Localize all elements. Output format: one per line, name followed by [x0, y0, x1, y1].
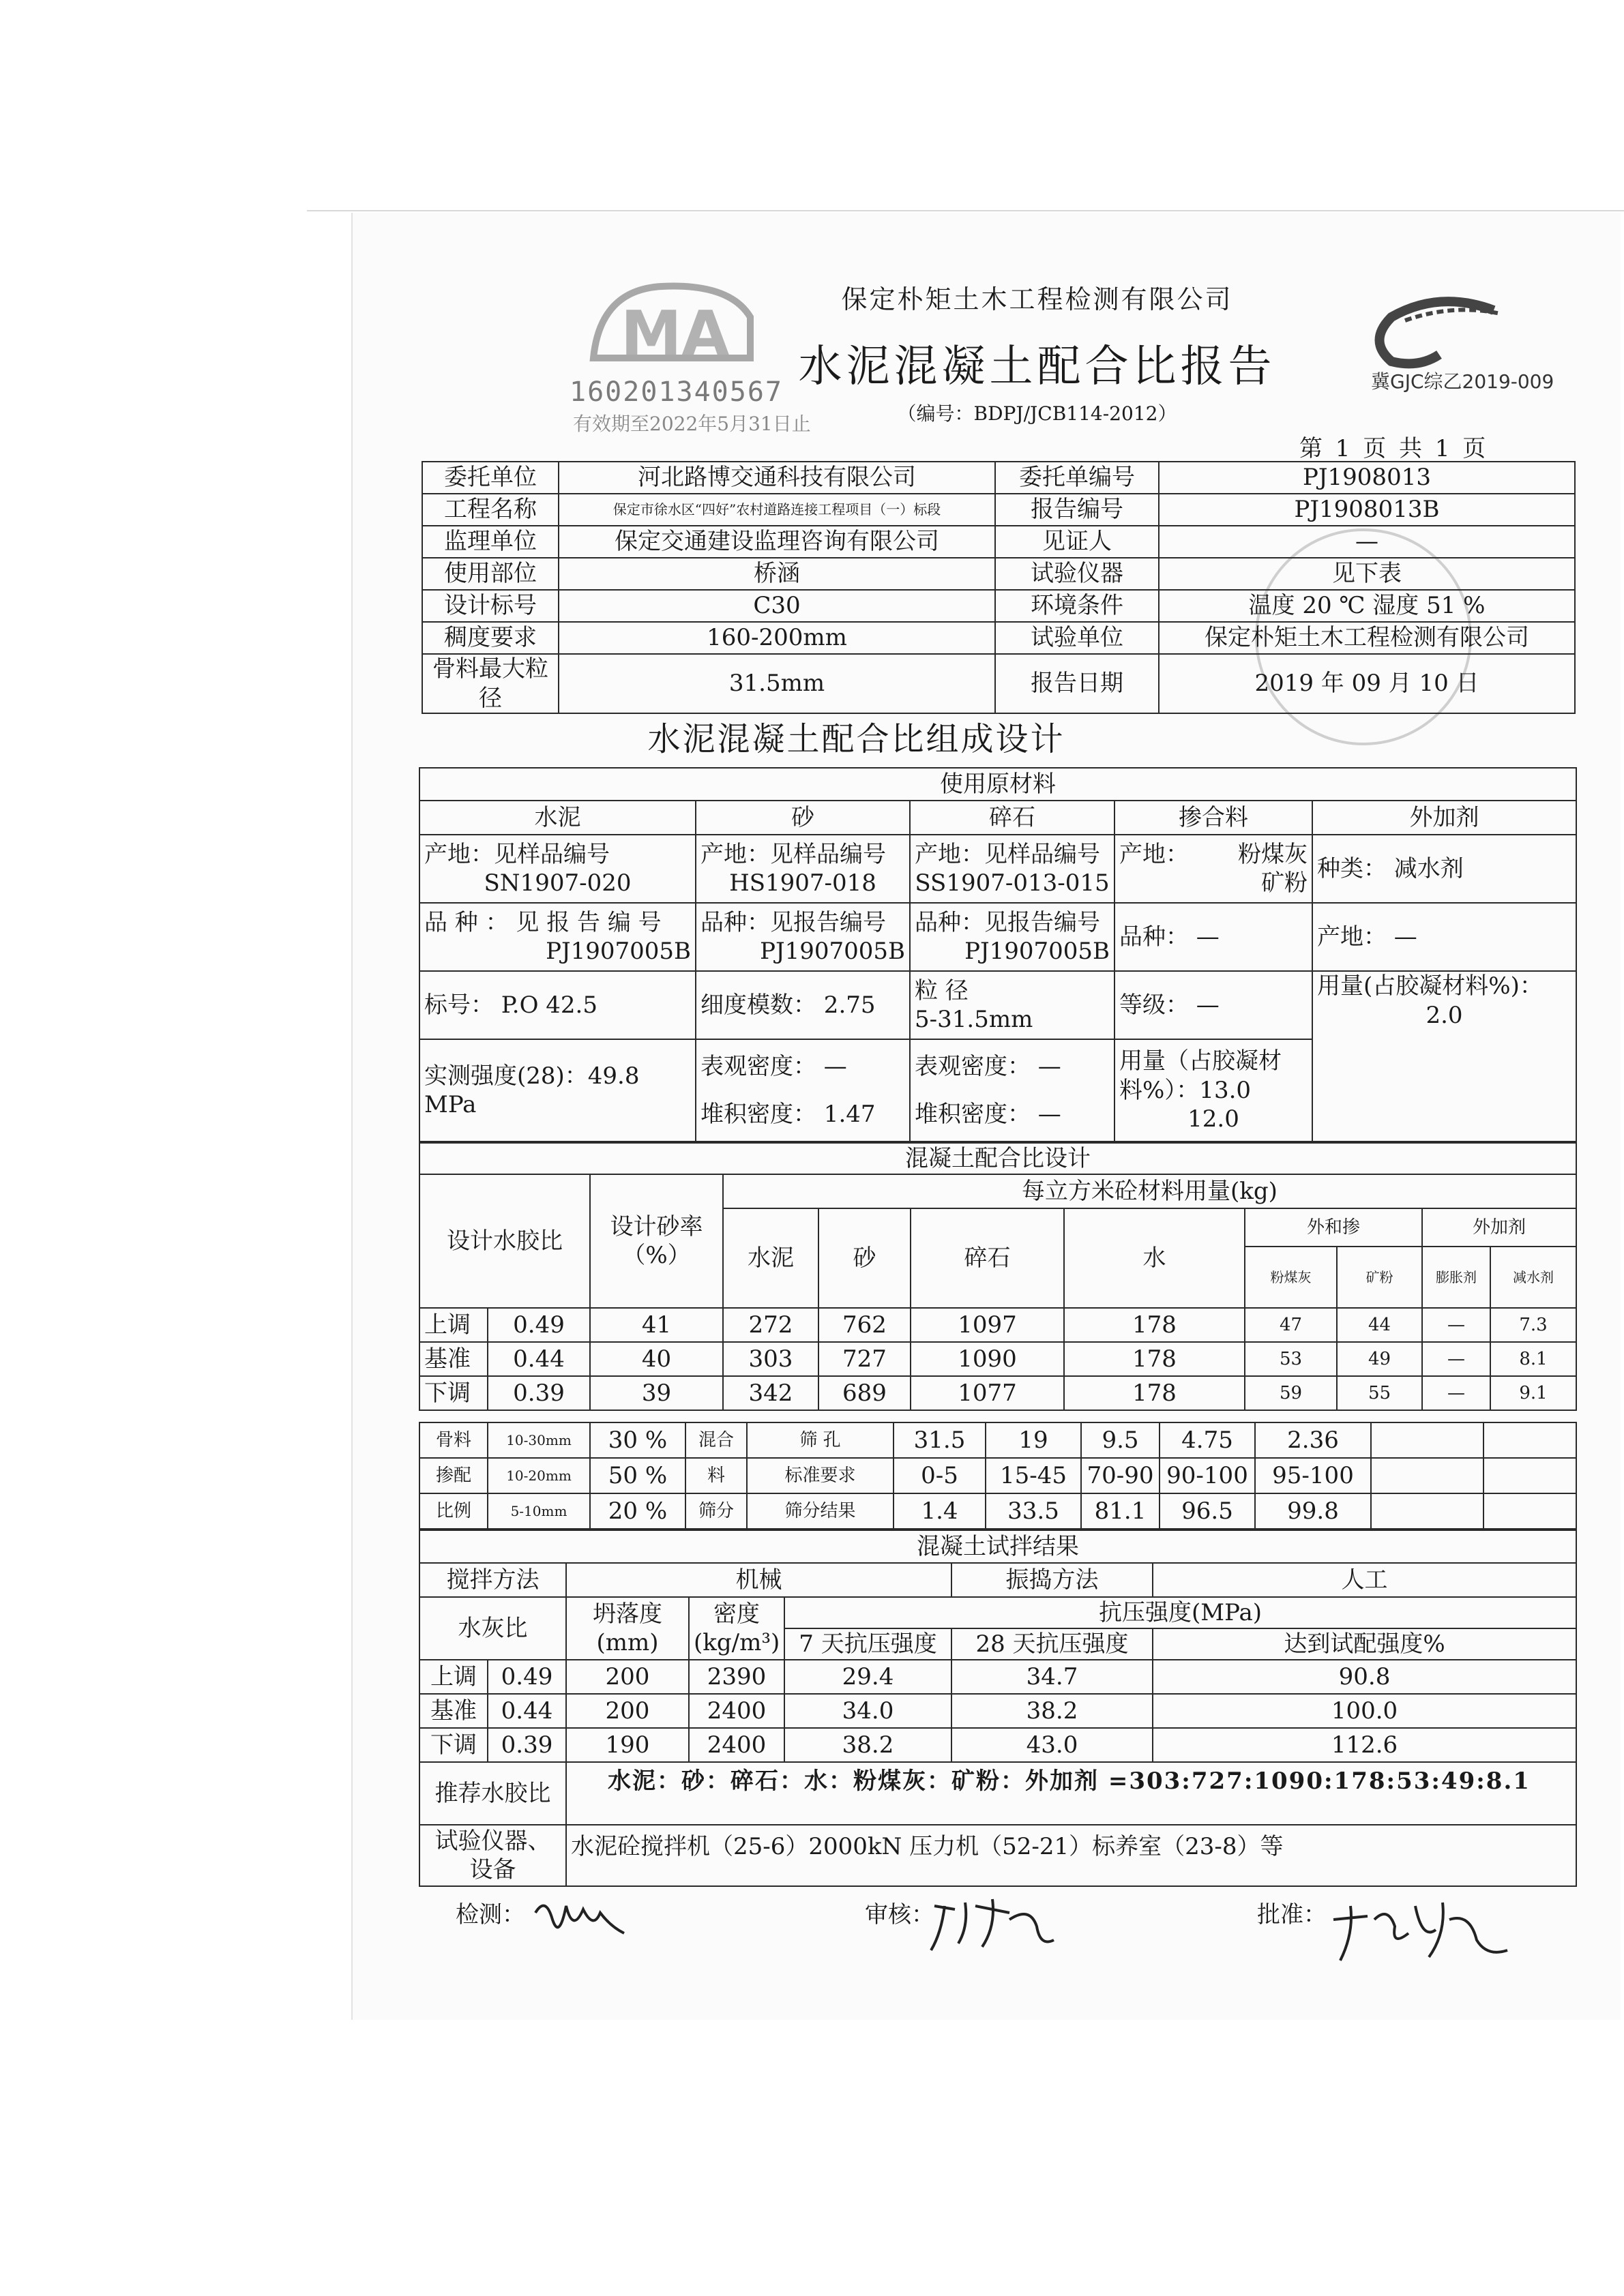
- mix-cell-sr: 40: [590, 1342, 723, 1376]
- col-wc: 水灰比: [419, 1597, 566, 1660]
- approve-label: 批准：: [1257, 1901, 1327, 1928]
- empty-cell: [1483, 1422, 1576, 1458]
- table-row: [419, 1342, 1576, 1376]
- header-value: 保定交通建设监理咨询有限公司: [559, 526, 995, 558]
- mix-cell-sand: 689: [818, 1376, 911, 1410]
- trial-cell-wc: 0.44: [488, 1694, 566, 1728]
- header-value: 160-200mm: [559, 622, 995, 654]
- materials-section-title: 使用原材料: [419, 768, 1576, 801]
- mix-cell-flyash: 59: [1245, 1376, 1337, 1410]
- tester-signature-icon: [532, 1892, 628, 1947]
- header-label: 委托单编号: [995, 462, 1159, 494]
- header-label: 报告日期: [995, 654, 1159, 713]
- col-gravel: 碎石: [911, 1208, 1064, 1308]
- mix-cell-slag: 44: [1337, 1308, 1422, 1342]
- header-value: 见下表: [1159, 558, 1575, 590]
- empty-cell: [1483, 1493, 1576, 1529]
- test-label: 检测：: [456, 1901, 525, 1928]
- sieve-value: 0-5: [894, 1458, 986, 1493]
- trial-cell-s28: 43.0: [951, 1728, 1153, 1762]
- header-value: PJ1908013B: [1159, 494, 1575, 526]
- trial-cell-slump: 190: [566, 1728, 689, 1762]
- mix-cell-reducer: 8.1: [1490, 1342, 1576, 1376]
- header-label: 工程名称: [422, 494, 559, 526]
- sieve-value: 33.5: [986, 1493, 1081, 1529]
- mix-cell-gravel: 1077: [911, 1376, 1064, 1410]
- recommend-label: 推荐水胶比: [419, 1762, 566, 1825]
- admix-origin-value2: 矿粉: [1261, 869, 1308, 897]
- empty-cell: [1371, 1493, 1483, 1529]
- mix-cell-slag: 49: [1337, 1342, 1422, 1376]
- material-header: 外加剂: [1312, 801, 1576, 835]
- gravel-sample: SS1907-013-015: [915, 869, 1110, 897]
- table-row: [419, 1376, 1576, 1410]
- recommend-value: 水泥：砂：碎石：水：粉煤灰：矿粉：外加剂 =303:727:1090:178:53:49:8.1: [566, 1762, 1576, 1825]
- mix-method-value: 机械: [566, 1563, 951, 1597]
- trial-cell-density: 2400: [689, 1694, 784, 1728]
- col-slag: 矿粉: [1337, 1247, 1422, 1308]
- equipment-label: 试验仪器、设备: [419, 1825, 566, 1886]
- trial-cell-s7: 38.2: [784, 1728, 951, 1762]
- col-slump-unit: (mm): [596, 1629, 659, 1656]
- col-density: 密度: [713, 1600, 760, 1628]
- mix-cell-flyash: 47: [1245, 1308, 1337, 1342]
- mix-cell-expand: —: [1422, 1308, 1490, 1342]
- sieve-value: 95-100: [1255, 1458, 1371, 1493]
- mix-cell-reducer: 7.3: [1490, 1308, 1576, 1342]
- sand-bulk-density: 堆积密度： 1.47: [700, 1101, 876, 1128]
- design-section-title: 水泥混凝土配合比组成设计: [647, 720, 1065, 758]
- col-expand: 膨胀剂: [1422, 1247, 1490, 1308]
- mix-cell-sr: 41: [590, 1308, 723, 1342]
- trial-cell-label: 上调: [419, 1660, 488, 1694]
- gravel-size-label: 粒 径: [915, 976, 969, 1004]
- grading-row: [419, 1422, 1576, 1458]
- gravel-variety: 品种：见报告编号: [915, 908, 1100, 936]
- sieve-value: 19: [986, 1422, 1081, 1458]
- gravel-origin: 产地：见样品编号: [915, 840, 1100, 868]
- header-label: 监理单位: [422, 526, 559, 558]
- trial-cell-label: 基准: [419, 1694, 488, 1728]
- trial-cell-s7: 29.4: [784, 1660, 951, 1694]
- header-label: 试验仪器: [995, 558, 1159, 590]
- gravel-variety-no: PJ1907005B: [964, 938, 1110, 965]
- col-design-wb: 设计水胶比: [419, 1174, 590, 1308]
- mix-design-table: [419, 1142, 1577, 1411]
- mix-cell-expand: —: [1422, 1376, 1490, 1410]
- mix-cell-wb: 0.39: [488, 1376, 590, 1410]
- trial-cell-pct: 100.0: [1153, 1694, 1576, 1728]
- material-header: 水泥: [419, 801, 696, 835]
- mix-cell-sr: 39: [590, 1376, 723, 1410]
- col-density-unit: (kg/m³): [694, 1629, 780, 1656]
- header-info-table: [422, 461, 1576, 714]
- vib-method-label: 振捣方法: [951, 1563, 1153, 1597]
- header-value: PJ1908013: [1159, 462, 1575, 494]
- trial-table: [419, 1530, 1577, 1887]
- header-value: 2019 年 09 月 10 日: [1159, 654, 1575, 713]
- fraction-size: 5-10mm: [488, 1493, 590, 1529]
- col-design-sr: 设计砂率（%）: [590, 1174, 723, 1308]
- trial-cell-density: 2400: [689, 1728, 784, 1762]
- sieve-value: 2.36: [1255, 1422, 1371, 1458]
- mix-cell-gravel: 1090: [911, 1342, 1064, 1376]
- sand-origin: 产地：见样品编号: [700, 840, 886, 868]
- header-value: 31.5mm: [559, 654, 995, 713]
- sieve-value: 9.5: [1081, 1422, 1160, 1458]
- header-label: 委托单位: [422, 462, 559, 494]
- material-header: 掺合料: [1114, 801, 1312, 835]
- empty-cell: [1371, 1422, 1483, 1458]
- mix-cell-cement: 342: [723, 1376, 818, 1410]
- additive-dosage-label: 用量(占胶凝材料%)：: [1317, 972, 1543, 1000]
- sand-sample: HS1907-018: [729, 869, 876, 897]
- header-label: 骨料最大粒径: [422, 654, 559, 713]
- col-reducer: 减水剂: [1490, 1247, 1576, 1308]
- table-row: [419, 1660, 1576, 1694]
- additive-origin: 产地： —: [1312, 903, 1576, 971]
- sieve-value: 81.1: [1081, 1493, 1160, 1529]
- grading-label: 比例: [419, 1493, 488, 1529]
- mix-cell-sand: 762: [818, 1308, 911, 1342]
- trial-cell-label: 下调: [419, 1728, 488, 1762]
- gjc-seal-icon: [1364, 293, 1514, 375]
- mix-cell-wb: 0.44: [488, 1342, 590, 1376]
- document-number: （编号：BDPJ/JCB114-2012）: [897, 402, 1177, 425]
- col-additive: 外加剂: [1422, 1208, 1576, 1247]
- admix-origin-value: 粉煤灰: [1238, 840, 1308, 868]
- sieve-row-label: 筛 孔: [747, 1422, 894, 1458]
- col-flyash: 粉煤灰: [1245, 1247, 1337, 1308]
- sieve-label: 混合: [685, 1422, 747, 1458]
- col-7d: 7 天抗压强度: [784, 1628, 951, 1660]
- col-sand: 砂: [818, 1208, 911, 1308]
- mix-cell-water: 178: [1064, 1308, 1245, 1342]
- trial-cell-wc: 0.39: [488, 1728, 566, 1762]
- header-value: 保定朴矩土木工程检测有限公司: [1159, 622, 1575, 654]
- header-value: 温度 20 ℃ 湿度 51 %: [1159, 590, 1575, 622]
- sand-fineness: 细度模数： 2.75: [696, 971, 910, 1039]
- trial-cell-wc: 0.49: [488, 1660, 566, 1694]
- trial-cell-slump: 200: [566, 1660, 689, 1694]
- gravel-bulk-density: 堆积密度： —: [915, 1101, 1061, 1128]
- grading-row: [419, 1458, 1576, 1493]
- sieve-value: 31.5: [894, 1422, 986, 1458]
- mix-cell-water: 178: [1064, 1376, 1245, 1410]
- report-title: 水泥混凝土配合比报告: [798, 342, 1276, 392]
- admix-origin-label: 产地：: [1119, 840, 1189, 868]
- svg-text:MA: MA: [621, 298, 730, 370]
- mix-cell-label: 上调: [419, 1308, 488, 1342]
- header-label: 稠度要求: [422, 622, 559, 654]
- mix-cell-reducer: 9.1: [1490, 1376, 1576, 1410]
- header-value: C30: [559, 590, 995, 622]
- mix-cell-label: 下调: [419, 1376, 488, 1410]
- col-admix: 外和掺: [1245, 1208, 1422, 1247]
- sieve-value: 15-45: [986, 1458, 1081, 1493]
- sieve-row-label: 标准要求: [747, 1458, 894, 1493]
- sand-variety-no: PJ1907005B: [760, 938, 905, 965]
- empty-cell: [1371, 1458, 1483, 1493]
- fraction-pct: 50 %: [590, 1458, 685, 1493]
- sieve-value: 99.8: [1255, 1493, 1371, 1529]
- trial-section-title: 混凝土试拌结果: [419, 1530, 1576, 1563]
- mix-method-label: 搅拌方法: [419, 1563, 566, 1597]
- admix-variety: 品种： —: [1114, 903, 1312, 971]
- grading-label: 掺配: [419, 1458, 488, 1493]
- scan-edge: [307, 210, 1624, 211]
- col-pct: 达到试配强度%: [1153, 1628, 1576, 1660]
- cma-number: 160201340567: [570, 376, 783, 408]
- empty-cell: [1483, 1458, 1576, 1493]
- trial-cell-s28: 34.7: [951, 1660, 1153, 1694]
- sieve-value: 70-90: [1081, 1458, 1160, 1493]
- header-label: 环境条件: [995, 590, 1159, 622]
- header-value: 桥涵: [559, 558, 995, 590]
- additive-dosage: 2.0: [1426, 1001, 1463, 1029]
- col-slump: 坍落度: [593, 1600, 662, 1628]
- header-label: 试验单位: [995, 622, 1159, 654]
- sand-variety: 品种：见报告编号: [700, 908, 886, 936]
- header-value: 河北路博交通科技有限公司: [559, 462, 995, 494]
- approver-signature-icon: [1327, 1892, 1511, 1967]
- sieve-row-label: 筛分结果: [747, 1493, 894, 1529]
- col-strength: 抗压强度(MPa): [784, 1597, 1576, 1628]
- equipment-value: 水泥砼搅拌机（25-6）2000kN 压力机（52-21）标养室（23-8）等: [566, 1825, 1576, 1886]
- admix-dosage: 用量（占胶凝材料%）：13.0: [1119, 1047, 1282, 1104]
- admix-grade: 等级： —: [1114, 971, 1312, 1039]
- cement-sample: SN1907-020: [484, 869, 632, 897]
- review-label: 审核：: [865, 1901, 934, 1928]
- trial-cell-pct: 90.8: [1153, 1660, 1576, 1694]
- col-28d: 28 天抗压强度: [951, 1628, 1153, 1660]
- gjc-seal-text: 冀GJC综乙2019-009: [1371, 370, 1554, 393]
- reviewer-signature-icon: [928, 1892, 1057, 1957]
- material-header: 碎石: [910, 801, 1114, 835]
- mix-section-title: 混凝土配合比设计: [419, 1143, 1576, 1174]
- table-row: [419, 1728, 1576, 1762]
- table-row: [419, 1308, 1576, 1342]
- col-water: 水: [1064, 1208, 1245, 1308]
- header-label: 设计标号: [422, 590, 559, 622]
- fraction-pct: 30 %: [590, 1422, 685, 1458]
- mix-cell-water: 178: [1064, 1342, 1245, 1376]
- fraction-size: 10-30mm: [488, 1422, 590, 1458]
- grading-label: 骨料: [419, 1422, 488, 1458]
- mix-cell-sand: 727: [818, 1342, 911, 1376]
- sieve-label: 筛分: [685, 1493, 747, 1529]
- company-name: 保定朴矩土木工程检测有限公司: [841, 284, 1233, 314]
- additive-type: 种类： 减水剂: [1312, 835, 1576, 903]
- scan-edge-left: [351, 213, 353, 2020]
- cma-seal-icon: [580, 276, 764, 378]
- grading-table: [419, 1422, 1577, 1530]
- mix-cell-slag: 55: [1337, 1376, 1422, 1410]
- header-value: —: [1159, 526, 1575, 558]
- trial-cell-pct: 112.6: [1153, 1728, 1576, 1762]
- trial-cell-density: 2390: [689, 1660, 784, 1694]
- fraction-size: 10-20mm: [488, 1458, 590, 1493]
- cement-grade: 标号： P.O 42.5: [419, 971, 696, 1039]
- admix-dosage2: 12.0: [1187, 1105, 1239, 1133]
- gravel-apparent-density: 表观密度： —: [915, 1052, 1061, 1080]
- trial-cell-s7: 34.0: [784, 1694, 951, 1728]
- materials-table: [419, 767, 1577, 1142]
- mix-cell-label: 基准: [419, 1342, 488, 1376]
- cma-valid-text: 有效期至2022年5月31日止: [573, 413, 811, 435]
- header-label: 报告编号: [995, 494, 1159, 526]
- vib-method-value: 人工: [1153, 1563, 1576, 1597]
- material-header: 砂: [696, 801, 910, 835]
- mix-cell-flyash: 53: [1245, 1342, 1337, 1376]
- sieve-value: 4.75: [1160, 1422, 1255, 1458]
- sieve-value: 1.4: [894, 1493, 986, 1529]
- cement-strength: 实测强度(28)：49.8 MPa: [419, 1039, 696, 1142]
- header-value: 保定市徐水区“四好”农村道路连接工程项目（一）标段: [559, 494, 995, 526]
- mix-cell-wb: 0.49: [488, 1308, 590, 1342]
- page-info: 第 1 页 共 1 页: [1299, 435, 1489, 462]
- sand-apparent-density: 表观密度： —: [700, 1052, 847, 1080]
- grading-row: [419, 1493, 1576, 1529]
- sieve-value: 96.5: [1160, 1493, 1255, 1529]
- trial-cell-s28: 38.2: [951, 1694, 1153, 1728]
- cement-variety: 品 种 ： 见 报 告 编 号: [424, 908, 662, 936]
- trial-cell-slump: 200: [566, 1694, 689, 1728]
- col-cement: 水泥: [723, 1208, 818, 1308]
- mix-cell-cement: 272: [723, 1308, 818, 1342]
- mix-cell-gravel: 1097: [911, 1308, 1064, 1342]
- sieve-value: 90-100: [1160, 1458, 1255, 1493]
- cement-origin: 产地：见样品编号: [424, 840, 610, 868]
- header-label: 见证人: [995, 526, 1159, 558]
- header-label: 使用部位: [422, 558, 559, 590]
- fraction-pct: 20 %: [590, 1493, 685, 1529]
- per-m3-title: 每立方米砼材料用量(kg): [723, 1174, 1576, 1208]
- cement-variety-no: PJ1907005B: [546, 938, 691, 965]
- mix-cell-expand: —: [1422, 1342, 1490, 1376]
- mix-cell-cement: 303: [723, 1342, 818, 1376]
- table-row: [419, 1694, 1576, 1728]
- sieve-label: 料: [685, 1458, 747, 1493]
- gravel-size: 5-31.5mm: [915, 1006, 1033, 1033]
